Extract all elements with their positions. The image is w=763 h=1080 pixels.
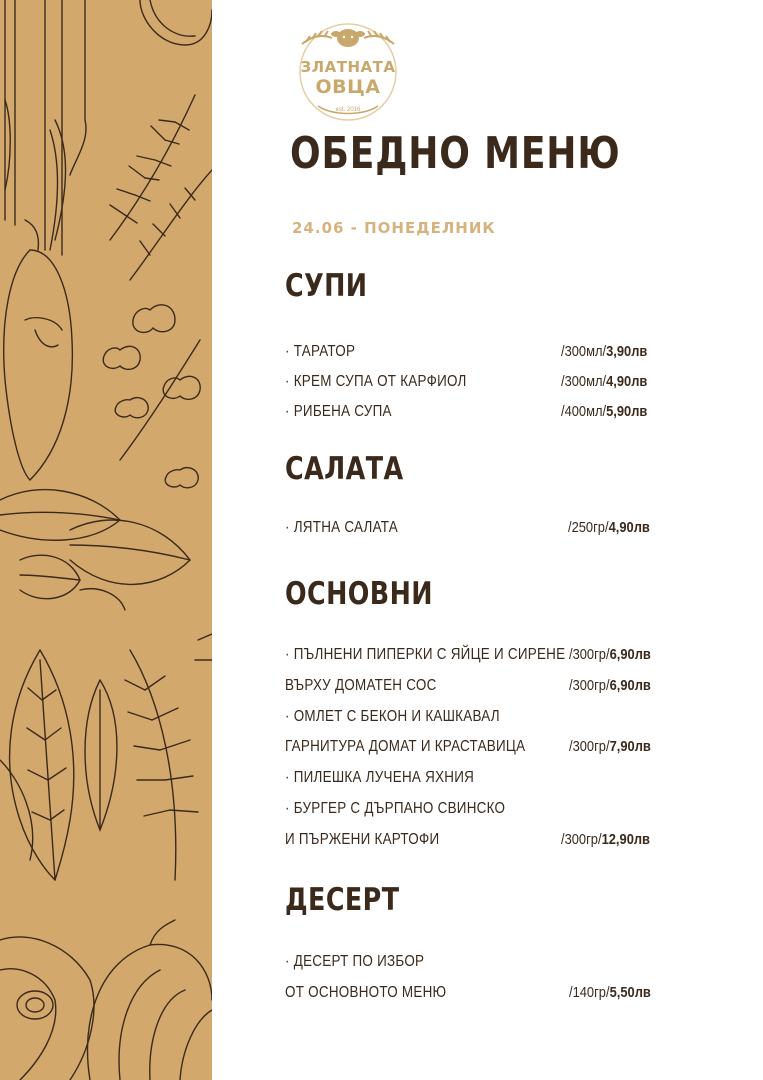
menu-item-name: ГАРНИТУРА ДОМАТ И КРАСТАВИЦА bbox=[285, 738, 526, 755]
menu-item-price: /140гр/5,50лв bbox=[569, 984, 651, 1001]
herb-illustration-panel bbox=[0, 0, 212, 1080]
menu-item-name: И ПЪРЖЕНИ КАРТОФИ bbox=[285, 831, 440, 848]
menu-item-price: /300гр/12,90лв bbox=[561, 831, 650, 848]
restaurant-logo bbox=[292, 18, 404, 122]
herb-illustration-icon bbox=[0, 0, 212, 1080]
menu-item-price: /300гр/6,90лв bbox=[569, 677, 651, 694]
menu-item-name: · ДЕСЕРТ ПО ИЗБОР bbox=[285, 953, 425, 970]
menu-item-price: /300мл/3,90лв bbox=[561, 343, 648, 360]
logo-line-2: ОВЦА bbox=[315, 76, 381, 98]
section-heading-mains: ОСНОВНИ bbox=[285, 576, 433, 612]
menu-item-name: · ПЪЛНЕНИ ПИПЕРКИ С ЯЙЦЕ И СИРЕНЕ bbox=[285, 646, 566, 663]
menu-item-price: /250гр/4,90лв bbox=[568, 519, 650, 536]
menu-item-name: · ТАРАТОР bbox=[285, 343, 356, 360]
logo-line-1: ЗЛАТНАТА bbox=[300, 58, 396, 76]
section-heading-soups: СУПИ bbox=[285, 268, 368, 304]
menu-item-name: · ЛЯТНА САЛАТА bbox=[285, 519, 399, 536]
page-title: ОБЕДНО МЕНЮ bbox=[290, 128, 621, 179]
menu-item-name: · ОМЛЕТ С БЕКОН И КАШКАВАЛ bbox=[285, 708, 500, 725]
section-heading-dessert: ДЕСЕРТ bbox=[285, 882, 400, 918]
menu-item-name: · ПИЛЕШКА ЛУЧЕНА ЯХНИЯ bbox=[285, 769, 475, 786]
menu-item-price: /300гр/6,90лв bbox=[569, 646, 651, 663]
menu-item-name: ОТ ОСНОВНОТО МЕНЮ bbox=[285, 984, 447, 1001]
menu-content bbox=[212, 0, 763, 1080]
menu-item-name: · РИБЕНА СУПА bbox=[285, 403, 392, 420]
section-heading-salad: САЛАТА bbox=[285, 451, 404, 487]
menu-item-name: · КРЕМ СУПА ОТ КАРФИОЛ bbox=[285, 373, 467, 390]
menu-item-price: /300мл/4,90лв bbox=[561, 373, 648, 390]
menu-item-name: · БУРГЕР С ДЪРПАНО СВИНСКО bbox=[285, 800, 506, 817]
menu-item-name: ВЪРХУ ДОМАТЕН СОС bbox=[285, 677, 437, 694]
menu-item-price: /300гр/7,90лв bbox=[569, 738, 651, 755]
menu-item-price: /400мл/5,90лв bbox=[561, 403, 648, 420]
logo-est: est. 2016 bbox=[335, 107, 361, 113]
menu-date: 24.06 - ПОНЕДЕЛНИК bbox=[292, 219, 496, 237]
